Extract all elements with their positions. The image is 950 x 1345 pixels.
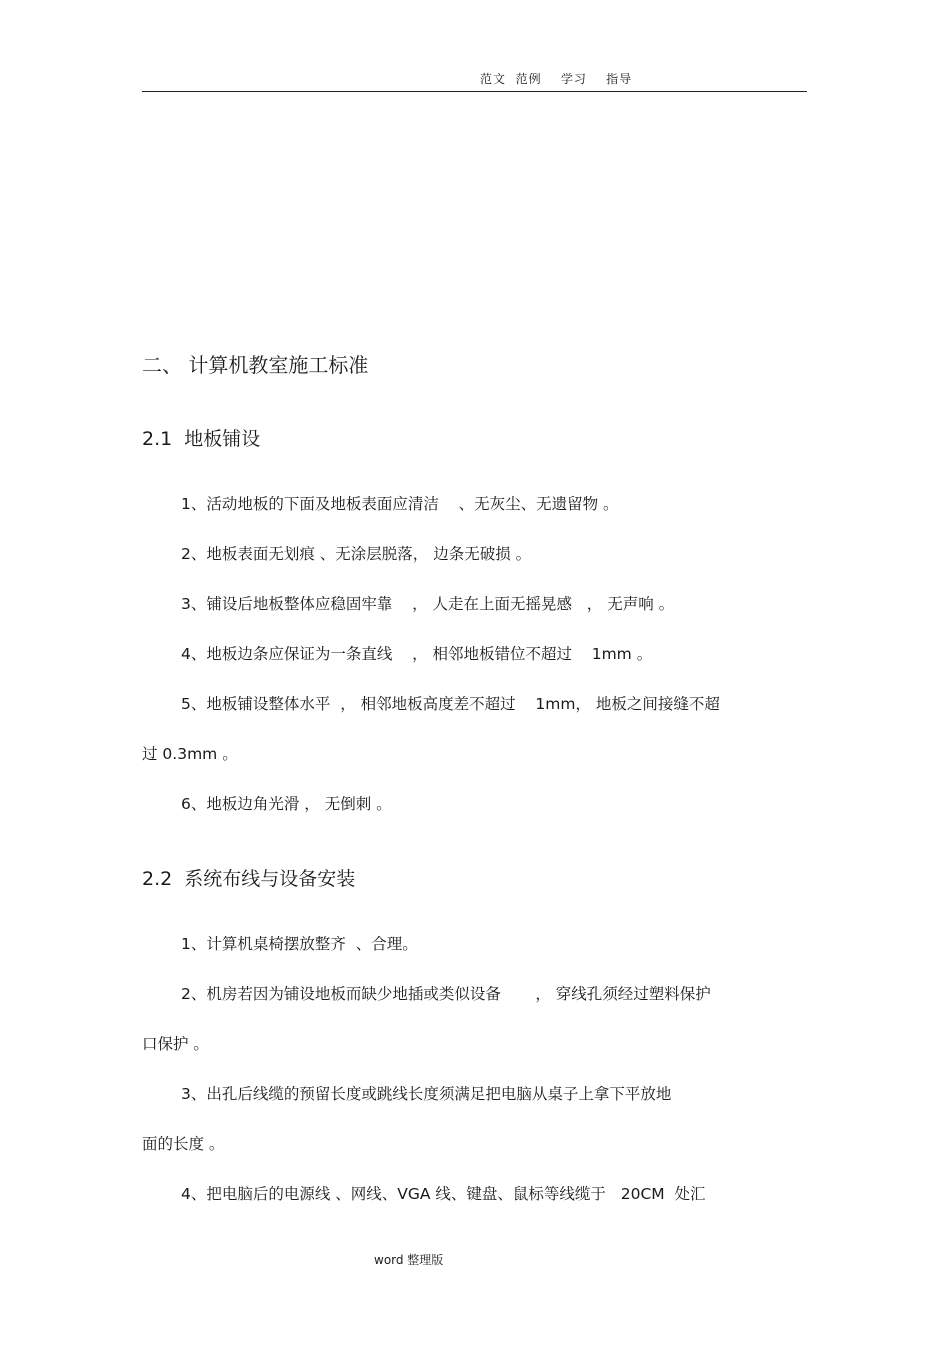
paragraph-item: 3、出孔后线缆的预留长度或跳线长度须满足把电脑从桌子上拿下平放地 (181, 1085, 672, 1103)
subsection-title-2-2: 2.2 系统布线与设备安装 (142, 868, 356, 890)
paragraph-continuation: 口保护 。 (142, 1035, 209, 1053)
paragraph-continuation: 面的长度 。 (142, 1135, 225, 1153)
paragraph-item: 1、活动地板的下面及地板表面应清洁 、无灰尘、无遗留物 。 (181, 495, 619, 513)
paragraph-item: 5、地板铺设整体水平 ， 相邻地板高度差不超过 1mm， 地板之间接缝不超 (181, 695, 720, 713)
paragraph-item: 2、机房若因为铺设地板而缺少地插或类似设备 ， 穿线孔须经过塑料保护 (181, 985, 711, 1003)
paragraph-item: 4、把电脑后的电源线 、网线、VGA 线、键盘、鼠标等线缆于 20CM 处汇 (181, 1185, 706, 1203)
paragraph-item: 4、地板边条应保证为一条直线 ， 相邻地板错位不超过 1mm 。 (181, 645, 653, 663)
paragraph-item: 2、地板表面无划痕 、无涂层脱落， 边条无破损 。 (181, 545, 532, 563)
subsection-title-2-1: 2.1 地板铺设 (142, 428, 261, 450)
paragraph-item: 1、计算机桌椅摆放整齐 、合理。 (181, 935, 418, 953)
section-title: 二、 计算机教室施工标准 (142, 353, 369, 377)
paragraph-continuation: 过 0.3mm 。 (142, 745, 238, 763)
paragraph-item: 6、地板边角光滑 ， 无倒刺 。 (181, 795, 392, 813)
page-footer-text: word 整理版 (374, 1253, 444, 1267)
paragraph-item: 3、铺设后地板整体应稳固牢靠 ， 人走在上面无摇晃感 ， 无声响 。 (181, 595, 675, 613)
header-rule (142, 91, 807, 92)
page-header-text: 范文 范例 学习 指导 (480, 72, 633, 86)
